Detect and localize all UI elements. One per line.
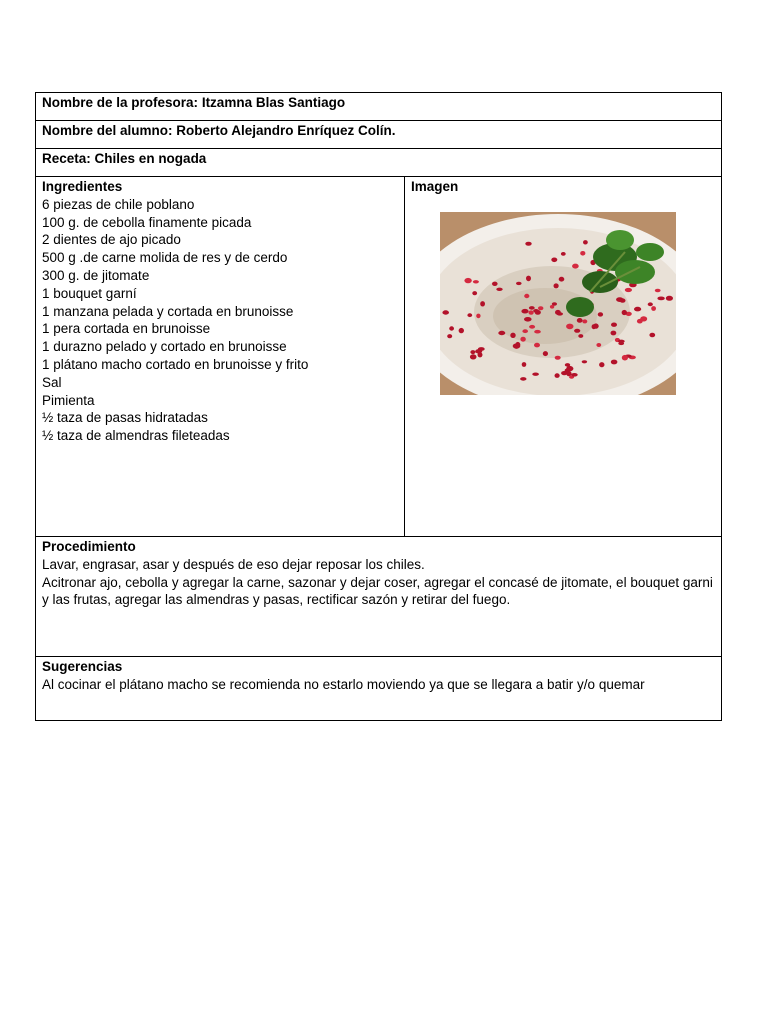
- pomegranate-seed: [651, 306, 656, 311]
- pomegranate-seed: [571, 373, 578, 377]
- pomegranate-seed: [611, 330, 617, 335]
- pomegranate-seed: [532, 372, 539, 375]
- teacher-name: Itzamna Blas Santiago: [201, 95, 346, 110]
- ingredients-cell: [36, 177, 405, 537]
- pomegranate-seed: [598, 312, 603, 316]
- ingredient-item: 1 bouquet garní: [42, 285, 137, 301]
- pomegranate-seed: [529, 325, 535, 329]
- student-row: [36, 121, 722, 149]
- pomegranate-seed: [520, 377, 526, 381]
- teacher-label: Nombre de la profesora:: [42, 95, 199, 110]
- pomegranate-seed: [582, 360, 587, 363]
- pomegranate-seed: [559, 277, 565, 282]
- pomegranate-seed: [449, 326, 454, 330]
- suggestions-title: Sugerencias: [42, 659, 123, 674]
- pomegranate-seed: [580, 251, 585, 256]
- pomegranate-seed: [649, 332, 655, 337]
- procedure-title: Procedimiento: [42, 539, 136, 554]
- pomegranate-seed: [480, 301, 485, 306]
- dish-illustration: [440, 212, 676, 395]
- teacher-row: [36, 93, 722, 121]
- pomegranate-seed: [666, 296, 673, 301]
- pomegranate-seed: [622, 310, 627, 315]
- pomegranate-seed: [572, 263, 579, 268]
- pomegranate-seed: [577, 318, 583, 323]
- pomegranate-seed: [535, 310, 541, 315]
- pomegranate-seed: [618, 339, 625, 342]
- pomegranate-seed: [513, 343, 521, 348]
- pomegranate-seed: [648, 302, 653, 306]
- pomegranate-seed: [526, 275, 531, 281]
- pomegranate-seed: [478, 352, 483, 357]
- pomegranate-seed: [522, 362, 527, 367]
- pomegranate-seed: [592, 324, 596, 329]
- pomegranate-seed: [599, 362, 604, 367]
- suggestions-text: Al cocinar el plátano macho se recomienda no estarlo moviendo ya que se llegara a batir y/o quemar: [42, 676, 645, 692]
- ingredient-item: 1 manzana pelada y cortada en brunoisse: [42, 303, 294, 319]
- pomegranate-seed: [555, 355, 561, 359]
- pomegranate-seed: [534, 330, 541, 334]
- pomegranate-seed: [459, 328, 464, 333]
- pomegranate-seed: [521, 309, 528, 314]
- pomegranate-seed: [574, 329, 580, 333]
- pomegranate-seed: [555, 310, 561, 315]
- recipe-table: [35, 92, 722, 721]
- pomegranate-seed: [492, 281, 498, 285]
- student-label: Nombre del alumno:: [42, 123, 173, 138]
- recipe-name: Chiles en nogada: [94, 151, 207, 166]
- pomegranate-seed: [529, 306, 535, 310]
- procedure-cell: [36, 537, 722, 657]
- pomegranate-seed: [611, 359, 618, 364]
- pomegranate-seed: [524, 294, 529, 298]
- pomegranate-seed: [516, 281, 522, 284]
- pomegranate-seed: [524, 317, 532, 322]
- pomegranate-seed: [555, 373, 560, 378]
- pomegranate-seed: [554, 283, 559, 288]
- pomegranate-seed: [578, 334, 583, 338]
- ingredient-item: 500 g .de carne molida de res y de cerdo: [42, 250, 288, 266]
- pomegranate-seed: [464, 278, 471, 283]
- ingredient-item: 1 pera cortada en brunoisse: [42, 321, 211, 337]
- pomegranate-seed: [634, 307, 641, 312]
- pomegranate-seed: [442, 310, 449, 314]
- pomegranate-seed: [622, 355, 628, 361]
- pomegranate-seed: [616, 297, 623, 302]
- pomegranate-seed: [534, 343, 540, 348]
- ingredient-item: 2 dientes de ajo picado: [42, 232, 181, 248]
- image-cell: [405, 177, 722, 537]
- pomegranate-seed: [510, 332, 515, 337]
- suggestions-row: [36, 657, 722, 721]
- pomegranate-seed: [529, 310, 534, 314]
- pomegranate-seed: [583, 240, 588, 244]
- pomegranate-seed: [561, 371, 567, 375]
- pomegranate-seed: [473, 280, 479, 283]
- student-name: Roberto Alejandro Enríquez Colín.: [176, 123, 396, 138]
- pomegranate-seed: [561, 252, 566, 256]
- pomegranate-seed: [550, 305, 554, 309]
- ingredient-item: 300 g. de jitomate: [42, 267, 150, 283]
- ingredients-image-row: [36, 177, 722, 537]
- ingredient-item: Pimienta: [42, 392, 95, 408]
- ingredients-list: [42, 196, 398, 445]
- suggestions-cell: [36, 657, 722, 721]
- pomegranate-seed: [611, 322, 617, 326]
- procedure-step: Lavar, engrasar, asar y después de eso dejar reposar los chiles.: [42, 556, 425, 572]
- pomegranate-seed: [467, 313, 472, 317]
- pomegranate-seed: [655, 289, 661, 292]
- pomegranate-seed: [551, 257, 557, 262]
- chiles-en-nogada-photo: [440, 212, 676, 395]
- pomegranate-seed: [520, 336, 525, 341]
- pomegranate-seed: [498, 331, 505, 335]
- ingredient-item: 6 piezas de chile poblano: [42, 196, 195, 212]
- image-title: Imagen: [411, 179, 459, 194]
- pomegranate-seed: [596, 343, 601, 347]
- pomegranate-seed: [625, 288, 632, 292]
- procedure-row: [36, 537, 722, 657]
- ingredient-item: 1 plátano macho cortado en brunoisse y frito: [42, 356, 309, 372]
- pomegranate-seed: [538, 306, 543, 310]
- ingredient-item: ½ taza de pasas hidratadas: [42, 410, 208, 426]
- pomegranate-seed: [525, 241, 531, 245]
- procedure-step: Acitronar ajo, cebolla y agregar la carne, sazonar y dejar coser, agregar el concasé de jitomate, el bouquet garni y las frutas, agregar las almendras y pasas, rectificar sazón y retirar del fuego.: [42, 574, 713, 608]
- ingredient-item: ½ taza de almendras fileteadas: [42, 428, 230, 444]
- recipe-label: Receta:: [42, 151, 91, 166]
- pomegranate-seed: [476, 313, 480, 318]
- pomegranate-seed: [496, 287, 502, 290]
- ingredients-title: Ingredientes: [42, 179, 123, 194]
- pomegranate-seed: [566, 366, 573, 371]
- pomegranate-seed: [472, 291, 477, 295]
- pomegranate-seed: [637, 319, 643, 324]
- pomegranate-seed: [522, 329, 528, 333]
- pomegranate-seed: [447, 334, 452, 338]
- recipe-row: [36, 149, 722, 177]
- pomegranate-seed: [566, 323, 573, 329]
- pomegranate-seed: [582, 319, 587, 323]
- recipe-cell: [36, 149, 722, 177]
- student-cell: [36, 121, 722, 149]
- teacher-cell: [36, 93, 722, 121]
- pomegranate-seed: [657, 296, 664, 300]
- pomegranate-seed: [470, 354, 477, 359]
- ingredient-item: 100 g. de cebolla finamente picada: [42, 214, 252, 230]
- ingredient-item: Sal: [42, 374, 62, 390]
- ingredient-item: 1 durazno pelado y cortado en brunoisse: [42, 339, 287, 355]
- pomegranate-seed: [543, 351, 548, 356]
- pomegranate-seed: [470, 350, 475, 354]
